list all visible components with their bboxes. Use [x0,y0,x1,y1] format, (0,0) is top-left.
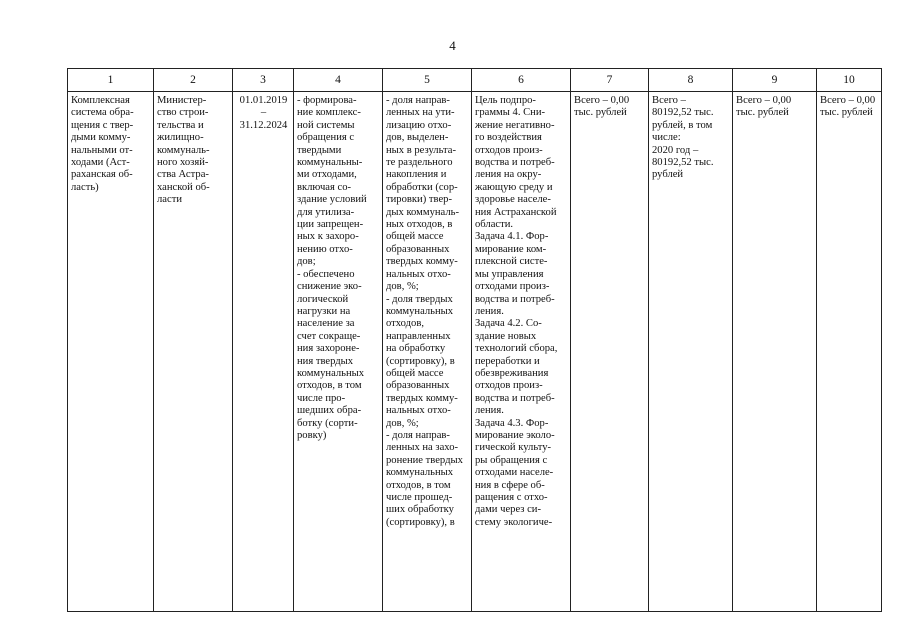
cell-text-line: коммунальны- [297,157,363,169]
cell-text-line: рублей, в том [652,119,713,131]
cell-text-line: отходов, [386,318,425,330]
cell-text-line: ние комплекс- [297,107,361,119]
cell-text-line: рублей [652,169,684,181]
cell-text-line: (сортировку), в [386,355,455,367]
column-number-row [68,69,882,92]
cell-text-line: дов; [297,256,316,268]
cell-text-line: ления. [475,405,504,417]
cell-text-line: коммунальных [386,305,454,317]
cell-text-line: Министер- [157,95,207,106]
cell-text-line: ласть) [71,181,99,193]
cell-text-line: 2020 год – [652,144,699,156]
cell-text-line: Комплексная [71,95,130,106]
column-header: 6 [472,69,571,92]
cell-text-line: шедших обра- [297,405,362,417]
cell-text-line: тировки) твер- [386,194,452,206]
column-header: 7 [571,69,649,92]
cell-text-line: области. [475,219,514,231]
cell-text-line: ханской об- [157,181,210,193]
cell-text-line: ронение твердых [386,454,463,466]
cell-text-line: дов, выделен- [386,132,449,144]
cell-text-line: мы управления [475,268,544,280]
cell-text-line: счет сокраще- [297,330,361,342]
cell-text-line: Задача 4.2. Со- [475,318,542,330]
cell-text-line: система обра- [71,107,134,119]
column-header: 3 [233,69,294,92]
cell-text-line: коммунальных [297,367,365,379]
cell-text-line: ства Астра- [157,169,209,181]
cell-text-line: ботку (сорти- [297,417,358,429]
cell-text-line: те раздельного [386,157,453,169]
cell-text-line: го воздействия [475,132,542,144]
column-header: 1 [68,69,154,92]
cell-text-line: логической [297,293,349,305]
cell-text-line: общей массе [386,231,444,243]
cell-text-line: стему экологиче- [475,516,553,528]
cell-text-line: (сортировку), в [386,516,455,528]
cell-text-line: ления на окру- [475,169,542,181]
cell-text-line: нальных отхо- [386,405,451,417]
cell-responsible-executor [154,92,233,612]
cell-text-line: обращения с [297,132,355,144]
cell-text-line: Всего – 0,00 [736,95,792,106]
cell-text-line: ших обработку [386,504,454,516]
cell-text-line: нагрузки на [297,305,351,317]
cell-text-line: переработки и [475,355,540,367]
cell-implementation-period [233,92,294,612]
cell-text-line: ции запрещен- [297,219,364,231]
cell-text-line: ленных на захо- [386,442,459,454]
cell-text-line: отходами населе- [475,467,554,479]
cell-text-line: здание условий [297,194,367,206]
cell-text-line: Всего – [652,95,686,106]
cell-funding-col-10 [817,92,882,612]
cell-text-line: Задача 4.3. Фор- [475,417,549,429]
cell-text-line: дыми комму- [71,132,131,144]
cell-text-line: коммунальных [386,467,454,479]
cell-text-line: твердыми [297,144,342,156]
cell-text-line: технологий сбора, [475,343,558,355]
column-header: 2 [154,69,233,92]
cell-text-line: 80192,52 тыс. [652,107,714,119]
cell-text-line: дами через си- [475,504,542,516]
cell-text-line: граммы 4. Сни- [475,107,546,119]
cell-text-line: население за [297,318,355,330]
cell-text-line: плексной систе- [475,256,548,268]
cell-text-line: 01.01.2019 [239,95,288,106]
cell-text-line: ращения с отхо- [475,492,548,503]
cell-text-line: Всего – 0,00 [820,95,876,106]
cell-text-line: Всего – 0,00 [574,95,630,106]
cell-text-line: числе: [652,132,681,144]
cell-text-line: тельства и [157,119,204,131]
cell-text-line: ния Астраханской [475,206,557,218]
cell-text-line: ходами (Аст- [71,157,130,169]
cell-text-line: образованных [386,243,450,255]
cell-text-line: ленных на ути- [386,107,455,119]
cell-text-line: Цель подпро- [475,95,536,106]
cell-text-line: ми отходами, [297,169,357,181]
cell-text-line: твердых комму- [386,256,458,268]
column-header: 9 [733,69,817,92]
cell-text-line: обезвреживания [475,367,549,379]
cell-indicators [383,92,472,612]
cell-text-line: жающую среду и [475,181,553,193]
cell-text-line: ния твердых [297,355,354,367]
column-header: 8 [649,69,733,92]
table-row [68,92,882,612]
cell-text-line: здание новых [475,330,537,342]
cell-text-line: направленных [386,330,451,342]
cell-text-line: 80192,52 тыс. [652,157,714,169]
cell-text-line: ры обращения с [475,454,548,466]
cell-text-line: 31.12.2024 [239,119,288,131]
cell-text-line: коммуналь- [157,144,210,156]
cell-text-line: общей массе [386,367,444,379]
cell-text-line: ния захороне- [297,343,360,355]
cell-text-line: ство строи- [157,107,209,119]
cell-text-line: нению отхо- [297,243,353,255]
cell-text-line: жение негативно- [475,119,555,131]
cell-text-line: мирование ком- [475,243,547,255]
cell-text-line: раханская об- [71,169,133,181]
cell-text-line: - доля направ- [386,95,450,106]
cell-text-line: дов, %; [386,417,419,429]
cell-text-line: обработки (сор- [386,181,458,193]
cell-text-line: на обработку [386,343,446,355]
cell-text-line: ных отходов, в [386,219,453,231]
cell-text-line: лизацию отхо- [386,119,452,131]
cell-text-line: отходов произ- [475,144,543,156]
cell-text-line: ного хозяй- [157,157,209,169]
cell-text-line: - доля направ- [386,429,450,441]
cell-subprogram-name [68,92,154,612]
cell-text-line: ровку) [297,429,327,441]
cell-text-line: дых коммуналь- [386,206,459,218]
cell-text-line: гической культу- [475,442,552,454]
cell-expected-results [294,92,383,612]
cell-text-line: ласти [157,194,182,206]
cell-text-line: тыс. рублей [736,107,789,119]
cell-text-line: для утилиза- [297,206,355,218]
cell-text-line: дов, %; [386,281,419,293]
cell-text-line: тыс. рублей [574,107,627,119]
cell-text-line: – [260,107,267,119]
cell-text-line: отходов, в том [297,380,362,392]
cell-text-line: щения с твер- [71,119,134,131]
cell-text-line: числе про- [297,392,346,404]
cell-text-line: здоровье населе- [475,194,551,206]
cell-funding-col-9 [733,92,817,612]
cell-text-line: водства и потреб- [475,392,555,404]
column-header: 4 [294,69,383,92]
cell-text-line: ной системы [297,119,355,131]
program-table [67,68,882,612]
cell-text-line: отходов произ- [475,380,543,392]
cell-text-line: водства и потреб- [475,157,555,169]
cell-text-line: ния в сфере об- [475,479,545,491]
cell-text-line: числе прошед- [386,492,453,503]
cell-text-line: Задача 4.1. Фор- [475,231,549,243]
cell-text-line: - обеспечено [297,268,355,280]
cell-text-line: водства и потреб- [475,293,555,305]
cell-text-line: тыс. рублей [820,107,873,119]
cell-text-line: нальными от- [71,144,133,156]
cell-text-line: - формирова- [297,95,357,106]
cell-text-line: отходами произ- [475,281,550,293]
cell-text-line: накопления и [386,169,447,181]
cell-text-line: ных в результа- [386,144,457,156]
cell-text-line: снижение эко- [297,281,362,293]
cell-funding-col-7 [571,92,649,612]
cell-text-line: жилищно- [157,132,204,144]
cell-funding-col-8 [649,92,733,612]
cell-text-line: мирование эколо- [475,429,555,441]
page-number: 4 [449,38,456,53]
cell-goals-and-tasks [472,92,571,612]
cell-text-line: образованных [386,380,450,392]
column-header: 10 [817,69,882,92]
cell-text-line: нальных отхо- [386,268,451,280]
cell-text-line: - доля твердых [386,293,453,305]
column-header: 5 [383,69,472,92]
cell-text-line: ления. [475,305,504,317]
cell-text-line: включая со- [297,181,352,193]
cell-text-line: твердых комму- [386,392,458,404]
cell-text-line: отходов, в том [386,479,451,491]
cell-text-line: ных к захоро- [297,231,359,243]
